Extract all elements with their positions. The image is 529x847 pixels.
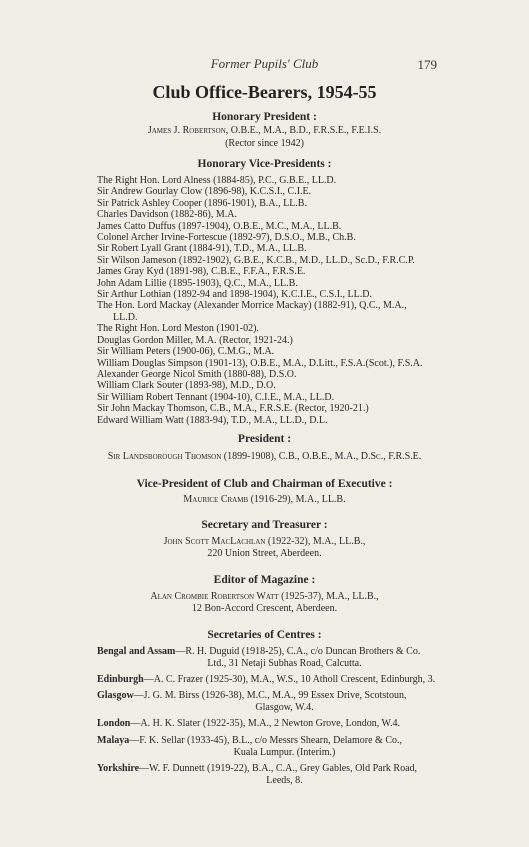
- vice-president-entry: The Hon. Lord Mackay (Alexander Morrice Mackay) (1882-91), Q.C., M.A.,: [97, 300, 407, 312]
- vice-president-entry: Sir John Mackay Thomson, C.B., M.A., F.R.S.E. (Rector, 1920-21.): [97, 403, 369, 415]
- vice-president-entry: William Clark Souter (1893-98), M.D., D.O.: [97, 380, 276, 392]
- centre-region: London: [97, 718, 131, 730]
- centre-region: Edinburgh: [97, 674, 144, 686]
- honorary-president-name: James J. Robertson, O.B.E., M.A., B.D., F.R.S.E., F.E.I.S.: [147, 125, 382, 136]
- editor-name: Alan Crombie Robertson Watt (1925-37), M.A., LL.B.,: [150, 591, 379, 602]
- centre-secretary: —W. F. Dunnett (1919-22), B.A., C.A., Grey Gables, Old Park Road,: [139, 762, 418, 774]
- vice-presidents-heading: Honorary Vice-Presidents :: [197, 158, 332, 170]
- centre-secretary: —F. K. Sellar (1933-45), B.L., c/o Messrs Shearn, Delamore & Co.,: [129, 734, 402, 746]
- vice-president-club-name: Maurice Cramb (1916-29), M.A., LL.B.: [183, 494, 346, 505]
- vice-president-entry: Sir William Peters (1900-06), C.M.G., M.A.: [97, 346, 275, 358]
- editor-address: 12 Bon-Accord Crescent, Aberdeen.: [191, 603, 338, 614]
- centre-entry: [97, 646, 442, 670]
- president-heading: President :: [237, 433, 292, 445]
- vice-president-entry: Colonel Archer Irvine-Fortescue (1892-97), D.S.O., M.B., Ch.B.: [97, 232, 356, 244]
- centre-entry: [97, 674, 442, 686]
- running-head: Former Pupils' Club: [210, 56, 319, 71]
- vice-president-club-heading: Vice-President of Club and Chairman of Executive :: [136, 478, 393, 490]
- centre-entry: [97, 718, 442, 730]
- president-name: Sir Landsborough Thomson (1899-1908), C.B., O.B.E., M.A., D.Sc., F.R.S.E.: [107, 451, 422, 462]
- vice-president-entry: Alexander George Nicol Smith (1880-88), D.S.O.: [97, 368, 297, 380]
- page-number: 179: [417, 57, 437, 72]
- editor-heading: Editor of Magazine :: [213, 574, 316, 586]
- centre-region: Yorkshire: [97, 762, 140, 774]
- vice-president-entry: The Right Hon. Lord Alness (1884-85), P.C., G.B.E., LL.D.: [97, 175, 337, 186]
- centre-secretary-continued: Kuala Lumpur. (Interim.): [233, 746, 336, 758]
- secretary-heading: Secretary and Treasurer :: [201, 519, 328, 531]
- centre-region: Bengal and Assam: [97, 646, 176, 657]
- vice-president-entry: William Douglas Simpson (1901-13), O.B.E., M.A., D.Litt., F.S.A.(Scot.), F.S.A.: [97, 357, 423, 369]
- vice-president-entry: Sir Wilson Jameson (1892-1902), G.B.E., K.C.B., M.D., LL.D., Sc.D., F.R.C.P.: [97, 254, 415, 266]
- centre-secretary: —A. H. K. Slater (1922-35), M.A., 2 Newton Grove, London, W.4.: [130, 718, 401, 730]
- vice-president-entry: Sir Arthur Lothian (1892-94 and 1898-1904), K.C.I.E., C.S.I., LL.D.: [97, 289, 372, 301]
- honorary-president-heading: Honorary President :: [212, 111, 317, 123]
- secretary-address: 220 Union Street, Aberdeen.: [207, 548, 322, 559]
- vice-president-entry: Sir Patrick Ashley Cooper (1896-1901), B.A., LL.B.: [97, 197, 307, 209]
- centre-secretary: —A. C. Frazer (1925-30), M.A., W.S., 10 Atholl Crescent, Edinburgh, 3.: [143, 674, 436, 686]
- vice-president-entry: LL.D.: [113, 311, 138, 323]
- page-title: Club Office-Bearers, 1954-55: [152, 82, 377, 102]
- vice-president-entry: James Gray Kyd (1891-98), C.B.E., F.F.A., F.R.S.E.: [97, 266, 306, 278]
- vice-president-entry: The Right Hon. Lord Meston (1901-02).: [97, 323, 259, 335]
- centre-secretary: —J. G. M. Birss (1926-38), M.C., M.A., 99 Essex Drive, Scotstoun,: [133, 690, 407, 702]
- centre-secretary-continued: Glasgow, W.4.: [255, 702, 314, 714]
- centres-heading: Secretaries of Centres :: [207, 629, 322, 641]
- centre-secretary-continued: Leeds, 8.: [266, 774, 303, 786]
- vice-president-entry: James Catto Duffus (1897-1904), O.B.E., M.C., M.A., LL.B.: [97, 220, 342, 232]
- centres-list: [97, 646, 442, 791]
- honorary-president-note: (Rector since 1942): [225, 138, 304, 149]
- centre-entry: [97, 690, 442, 714]
- vice-president-entry: Douglas Gordon Miller, M.A. (Rector, 1921-24.): [97, 334, 293, 346]
- centre-entry: [97, 735, 442, 759]
- vice-president-entry: Charles Davidson (1882-86), M.A.: [97, 209, 237, 221]
- vice-presidents-list: [97, 175, 442, 426]
- vice-president-entry: Sir Andrew Gourlay Clow (1896-98), K.C.S.I., C.I.E.: [97, 186, 312, 198]
- vice-president-entry: John Adam Lillie (1895-1903), Q.C., M.A., LL.B.: [97, 277, 298, 289]
- vice-president-entry: Sir William Robert Tennant (1904-10), C.I.E., M.A., LL.D.: [97, 391, 335, 403]
- vice-president-entry: Sir Robert Lyall Grant (1884-91), T.D., M.A., LL.B.: [97, 243, 307, 255]
- centre-entry: [97, 763, 442, 787]
- centre-secretary-continued: Ltd., 31 Netaji Subhas Road, Calcutta.: [207, 657, 362, 669]
- secretary-name: John Scott MacLachlan (1922-32), M.A., LL.B.,: [163, 536, 366, 547]
- centre-secretary: —R. H. Duguid (1918-25), C.A., c/o Duncan Brothers & Co.: [175, 646, 421, 657]
- centre-region: Glasgow: [97, 690, 134, 702]
- centre-region: Malaya: [97, 734, 130, 746]
- vice-president-entry: Edward William Watt (1883-94), T.D., M.A., LL.D., D.L.: [97, 414, 328, 426]
